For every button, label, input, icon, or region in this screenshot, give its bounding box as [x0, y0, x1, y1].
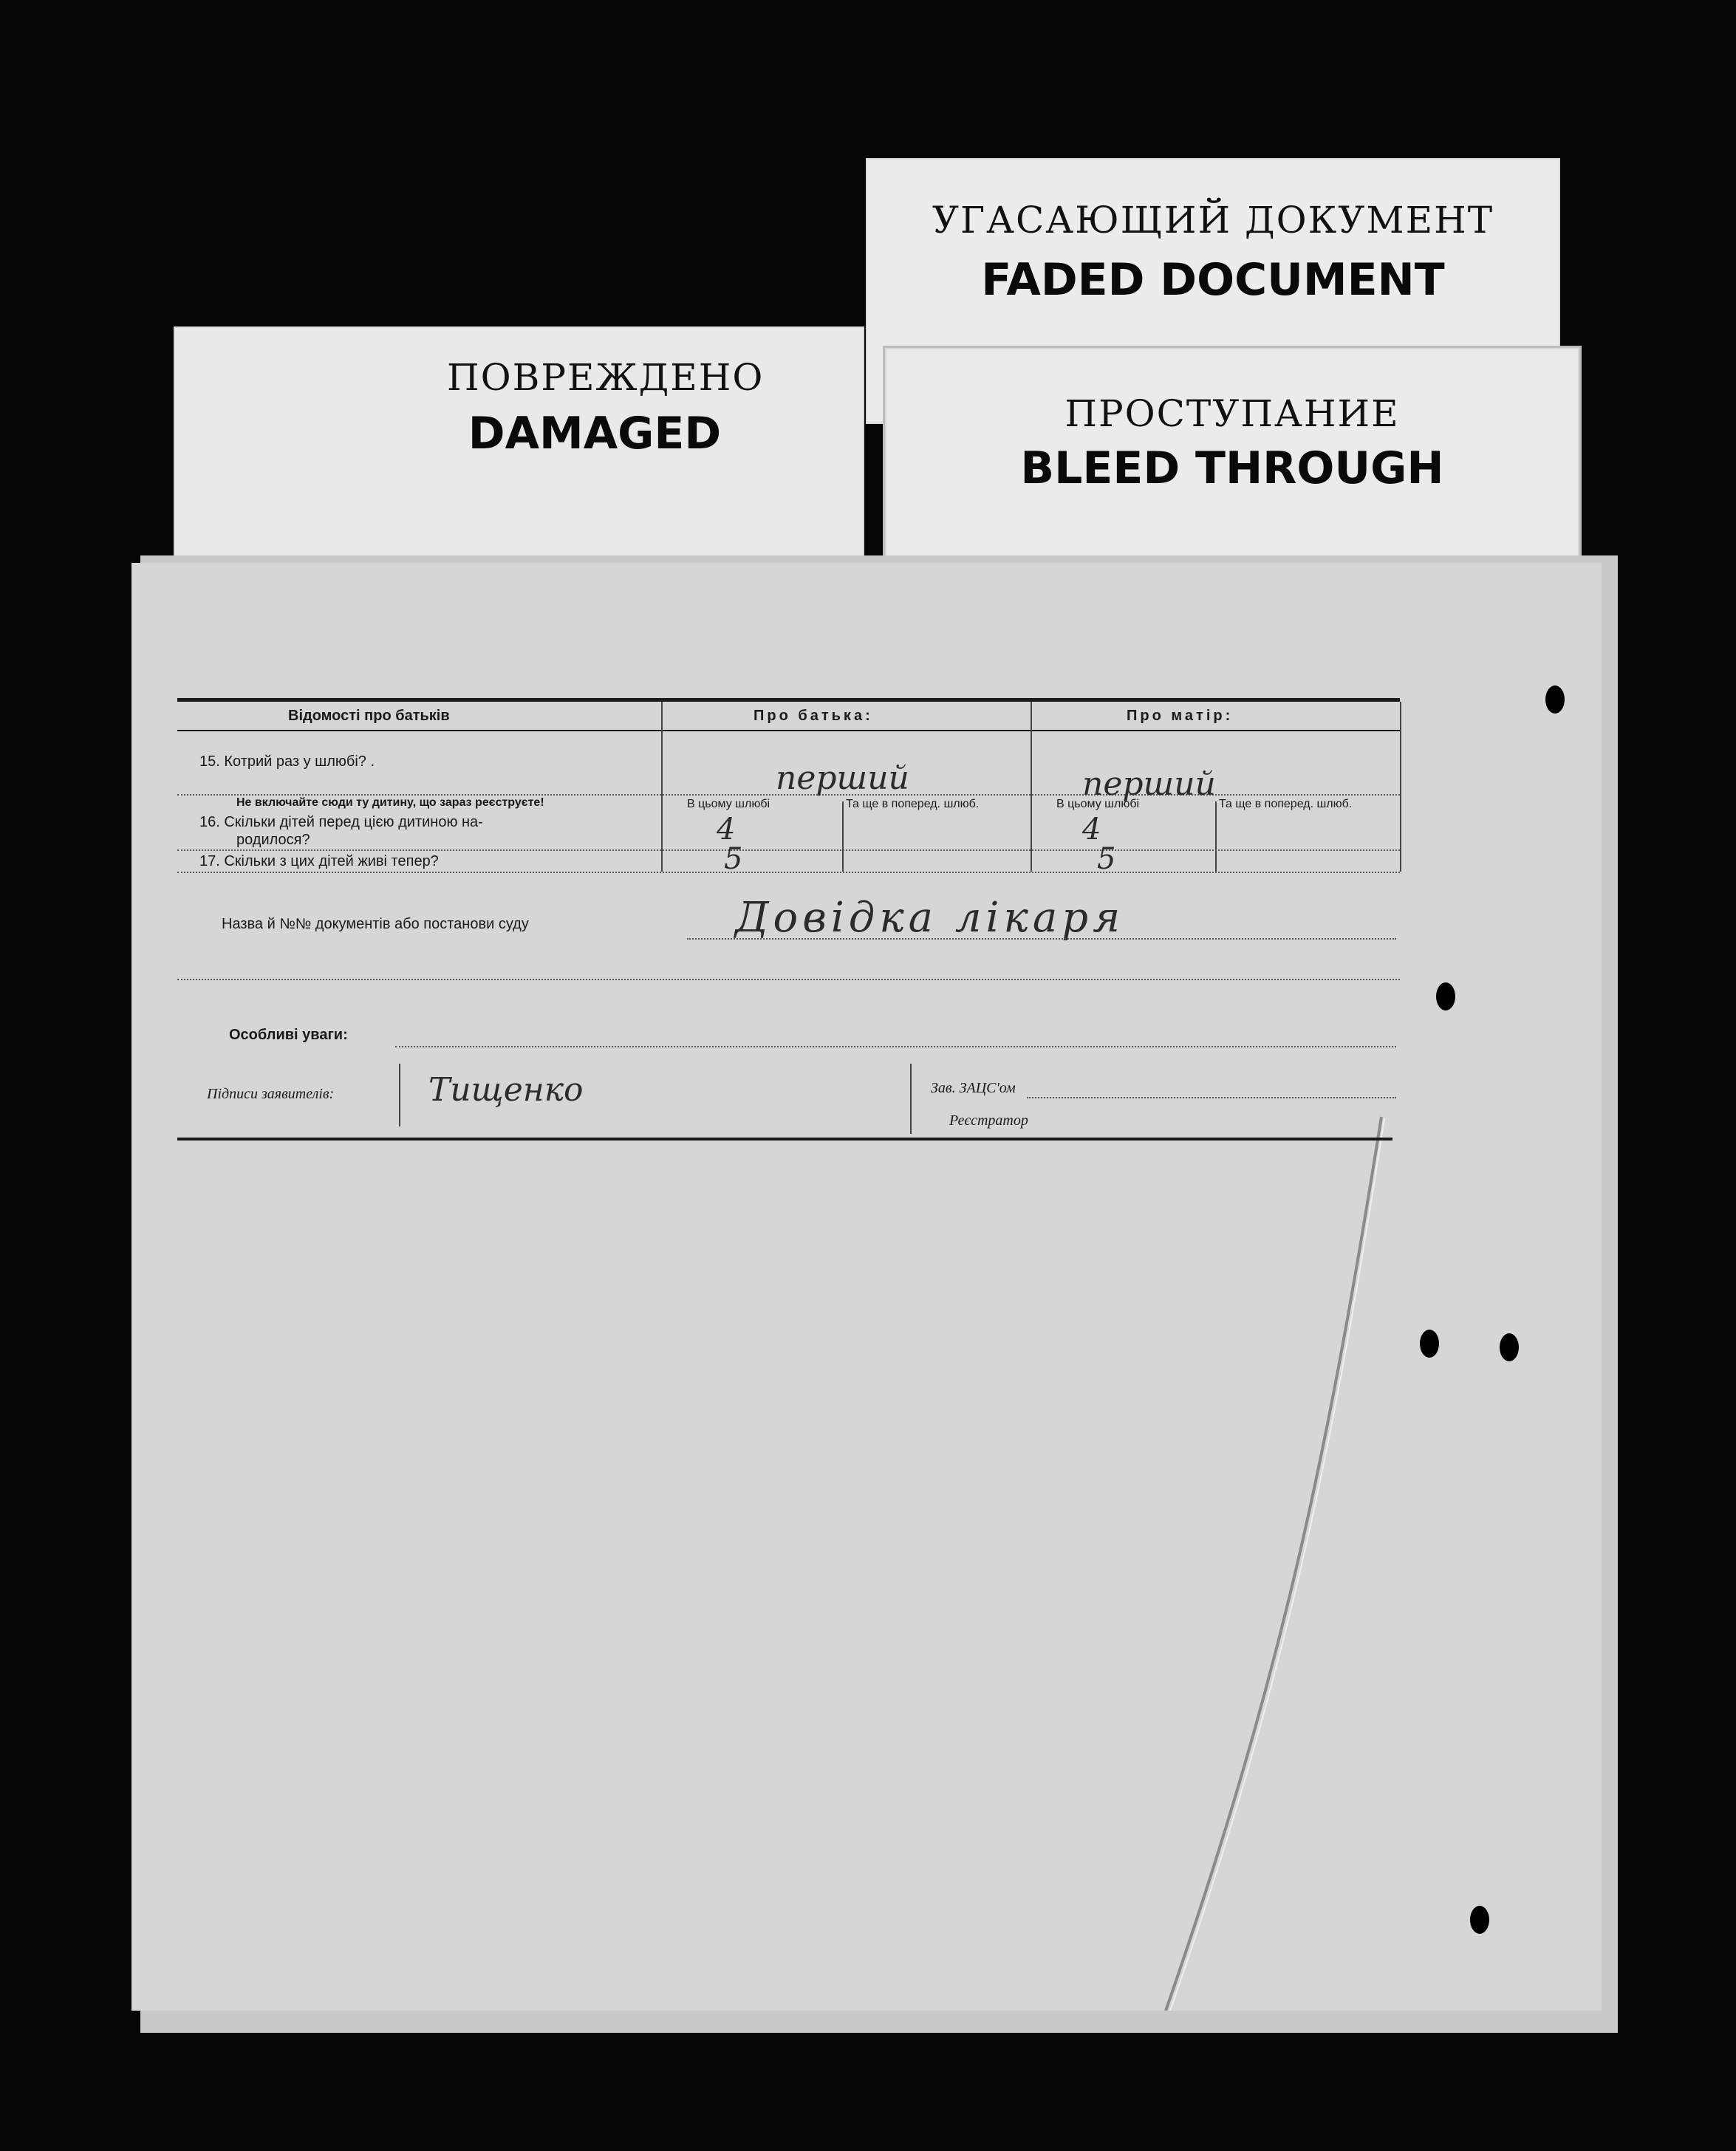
father-children-born-hw: 4: [717, 813, 736, 847]
registration-form: [177, 694, 1400, 1138]
head-zags-label: Зав. ЗАЦС'ом: [931, 1080, 1016, 1096]
bleed-through-ru: ПРОСТУПАНИЕ: [1065, 392, 1400, 435]
column-divider: [1400, 702, 1401, 872]
faded-document-ru: УГАСАЮЩИЙ ДОКУМЕНТ: [932, 199, 1494, 242]
top-rule: [177, 698, 1400, 702]
row-line: [687, 938, 1396, 940]
father-children-alive-hw: 5: [724, 842, 743, 876]
documents-label: Назва й №№ документів або постанови суду: [222, 916, 529, 932]
bleed-through-en: BLEED THROUGH: [1020, 442, 1444, 494]
signature-hw: Тищенко: [428, 1071, 584, 1109]
damaged-ru: ПОВРЕЖДЕНО: [447, 356, 765, 399]
bottom-rule: [177, 1138, 1392, 1141]
punch-hole: [1436, 982, 1455, 1010]
column-divider: [842, 801, 844, 872]
header-rule: [177, 730, 1400, 731]
row-line: [395, 1046, 1396, 1047]
mother-header: Про матір:: [1127, 708, 1234, 724]
mother-children-alive-hw: 5: [1097, 842, 1116, 876]
mother-marriage-hw: перший: [1082, 765, 1216, 803]
punch-hole: [1545, 685, 1565, 714]
remarks-label: Особливі уваги:: [229, 1027, 348, 1043]
mother-this-marriage-label: В цьому шлюбі: [1056, 798, 1140, 810]
column-divider: [661, 702, 663, 872]
section-title: Відомості про батьків: [288, 708, 450, 724]
mother-children-born-hw: 4: [1082, 813, 1101, 847]
father-marriage-hw: перший: [776, 759, 909, 797]
signature-bracket: [399, 1064, 400, 1126]
punch-hole: [1470, 1906, 1489, 1934]
signature-divider: [910, 1064, 912, 1134]
question-16-line2: родилося?: [236, 832, 310, 848]
faded-document-en: FADED DOCUMENT: [981, 254, 1445, 306]
registrar-label: Реєстратор: [949, 1112, 1028, 1129]
documents-hw: Довідка лікаря: [735, 894, 1125, 942]
row-line: [177, 979, 1400, 980]
question-17: 17. Скільки з цих дітей живі тепер?: [199, 853, 439, 869]
row-line: [177, 872, 1400, 873]
signatures-label: Підписи заявителів:: [207, 1086, 335, 1102]
damaged-card: [174, 326, 864, 592]
column-divider: [1215, 801, 1217, 872]
punch-hole: [1500, 1333, 1519, 1361]
question-15: 15. Котрий раз у шлюбі? .: [199, 753, 375, 770]
row-line: [177, 849, 1400, 851]
row-line: [1027, 1097, 1396, 1098]
father-header: Про батька:: [753, 708, 873, 724]
father-this-marriage-label: В цьому шлюбі: [687, 798, 770, 810]
punch-hole: [1420, 1330, 1439, 1358]
father-prev-marriage-label: Та ще в поперед. шлюб.: [846, 798, 980, 810]
damaged-en: DAMAGED: [468, 408, 722, 459]
column-divider: [1031, 702, 1032, 872]
mother-prev-marriage-label: Та ще в поперед. шлюб.: [1219, 798, 1353, 810]
question-16-line1: 16. Скільки дітей перед цією дитиною на-: [199, 814, 483, 830]
note-exclude-child: Не включайте сюди ту дитину, що зараз реєструєте!: [236, 796, 544, 809]
